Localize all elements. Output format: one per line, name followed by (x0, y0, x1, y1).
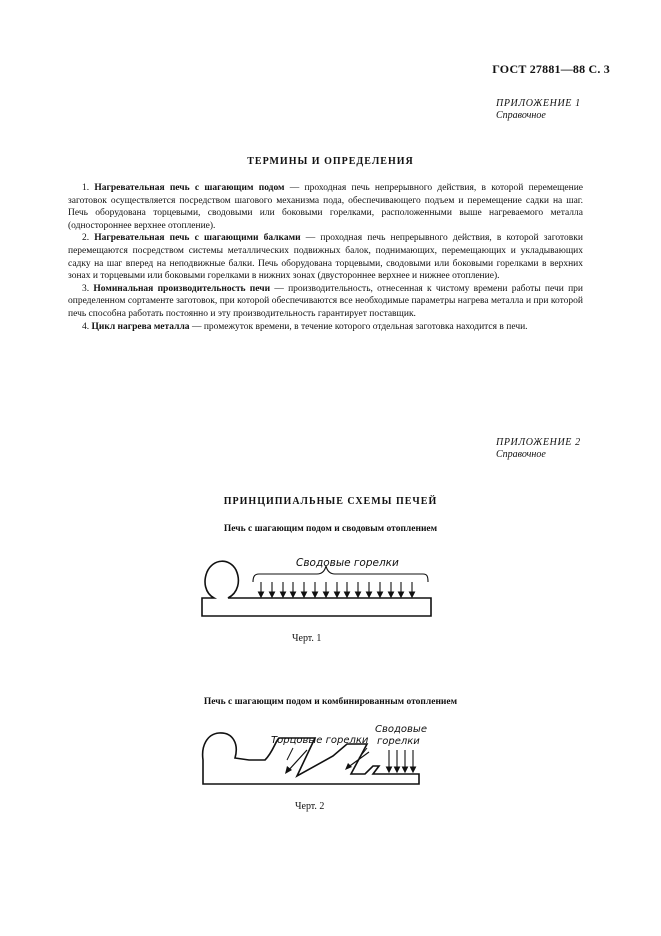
roof-burner-arrows (259, 582, 415, 597)
furnace-body (202, 561, 431, 616)
figure-2-caption: Черт. 2 (295, 801, 325, 812)
burner-arrow-head (378, 592, 383, 597)
terms-list (68, 182, 583, 333)
burners-label: Сводовые горелки (296, 557, 399, 569)
appendix-1 (496, 98, 636, 122)
appendix-2 (496, 437, 636, 461)
burner-arrow-head (324, 592, 329, 597)
burner-arrow-head (395, 767, 400, 772)
term-definition: — производительность, отнесенная к чистому времени работы печи при определенном сортаменте заготовок, при которой обеспечиваются все необходимые параметры нагрева металла и при которой печь способна работать постоянно и эту производительность гарантирует поставщик. (68, 283, 583, 319)
burner-arrow-head (399, 592, 404, 597)
section-2-title: ПРИНЦИПИАЛЬНЫЕ СХЕМЫ ПЕЧЕЙ (223, 496, 438, 507)
figure-1-title: Печь с шагающим подом и сводовым отоплением (223, 524, 438, 534)
figure-2-title: Печь с шагающим подом и комбинированным отоплением (203, 697, 458, 707)
term-name: Цикл нагрева металла (91, 321, 190, 332)
burner-arrow-head (281, 592, 286, 597)
burner-arrow-head (270, 592, 275, 597)
term-definition: — промежуток времени, в течение которого отдельная заготовка находится в печи. (189, 321, 528, 332)
burner-arrow-head (345, 592, 350, 597)
end-burner-arrowhead-2 (345, 763, 352, 770)
appendix-1-label: ПРИЛОЖЕНИЕ 1 (496, 98, 581, 109)
end-burners-label: Торцовые горелки (271, 735, 369, 746)
roof-burners-label-line-2: горелки (377, 736, 420, 747)
burner-arrow-head (389, 592, 394, 597)
term-name: Номинальная производительность печи (93, 283, 271, 294)
term-item-3: 3. Номинальная производительность печи — производительность, отнесенная к чистому времени работы печи при определенном сортаменте заготовок, при которой обеспечиваются все необходимые параметры нагрева металла и при которой печь способна работать постоянно и эту производительность гарантирует поставщик. (68, 283, 583, 319)
figure-2-diagram (195, 716, 435, 788)
page-header: ГОСТ 27881—88 С. 3 (492, 62, 610, 76)
burner-arrow-head (302, 592, 307, 597)
burner-arrow-head (313, 592, 318, 597)
appendix-2-type: Справочное (496, 449, 546, 460)
burner-arrow-head (335, 592, 340, 597)
appendix-1-type: Справочное (496, 110, 546, 121)
term-item-1: 1. Нагревательная печь с шагающим подом — проходная печь непрерывного действия, в которой перемещение заготовок осуществляется посредством шагового механизма пода, обеспечивающего подъем и перемещение садки на шаг. Печь оборудована торцевыми, сводовыми или боковыми горелками, расположенными выше нагреваемого металла (одностороннее верхнее отопление). (68, 183, 584, 231)
appendix-2-label: ПРИЛОЖЕНИЕ 2 (496, 437, 581, 448)
end-burner-leader-1 (287, 748, 293, 760)
figure-1-diagram (195, 548, 445, 620)
term-item-4: 4. Цикл нагрева металла — промежуток времени, в течение которого отдельная заготовка находится в печи. (82, 321, 528, 332)
term-definition: — проходная печь непрерывного действия, в которой перемещение заготовок осуществляется посредством шагового механизма пода, обеспечивающего подъем и перемещение садки на шаг. Печь оборудована торцевыми, сводовыми или боковыми горелками, расположенными выше нагреваемого металла (одностороннее верхнее отопление). (68, 183, 584, 231)
roof-burner-arrows (387, 750, 416, 772)
section-1-title: ТЕРМИНЫ И ОПРЕДЕЛЕНИЯ (247, 156, 414, 167)
burner-arrow-head (411, 767, 416, 772)
burner-arrow-head (367, 592, 372, 597)
burner-arrow-head (410, 592, 415, 597)
burner-arrow-head (387, 767, 392, 772)
term-definition: — проходная печь непрерывного действия, в которой заготовки перемещаются посредством системы металлических подвижных балок, поднимающих, перемещающих и укладывающих садку на шаг вперед на неподвижные балки. Печь оборудована торцевыми, сводовыми или боковыми горелками в верхних зонах и торцевыми или боковыми горелками в нижних зонах (двустороннее верхнее и нижнее отопление). (68, 233, 583, 282)
burner-arrow-head (259, 592, 264, 597)
term-item-2: 2. Нагревательная печь с шагающими балками — проходная печь непрерывного действия, в которой заготовки перемещаются посредством системы металлических подвижных балок, поднимающих, перемещающих и укладывающих садку на шаг вперед на неподвижные балки. Печь оборудована торцевыми, сводовыми или боковыми горелками в верхних зонах и торцевыми или боковыми горелками в нижних зонах (двустороннее верхнее и нижнее отопление). (68, 233, 583, 282)
burner-arrow-head (356, 592, 361, 597)
burner-arrow-head (403, 767, 408, 772)
figure-1-caption: Черт. 1 (292, 633, 322, 644)
burner-arrow-head (291, 592, 296, 597)
term-name: Нагревательная печь с шагающими балками (94, 233, 301, 244)
term-name: Нагревательная печь с шагающим подом (94, 183, 285, 193)
roof-burners-label-line-1: Сводовые (375, 724, 427, 735)
